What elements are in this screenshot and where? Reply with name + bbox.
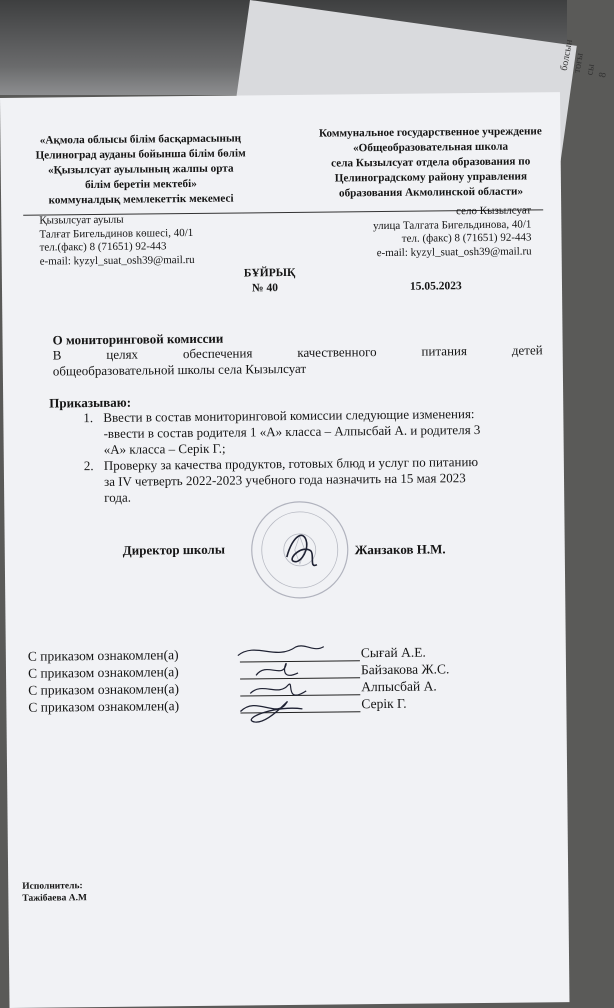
address-left-line: e-mail: kyzyl_suat_osh39@mail.ru <box>39 253 195 268</box>
acknowledgement-names <box>361 643 450 712</box>
list-item <box>83 405 548 458</box>
item-number: 1. <box>83 410 94 426</box>
item-line: Проверку за качества продуктов, готовых блюд и услуг по питанию <box>103 454 479 473</box>
header-left-line: Целиноград ауданы бойынша білім бөлім <box>35 147 246 162</box>
purpose-word: целях <box>106 346 139 362</box>
address-right-line: улица Талгата Бигельдинова, 40/1 <box>372 217 532 232</box>
item-line: -ввести в состав родителя 1 «А» класса – Алпысбай А. и родителя 3 <box>103 421 481 441</box>
header-kazakh <box>22 131 259 208</box>
item-line: года. <box>104 489 132 505</box>
header-right-line: «Общеобразовательная школа <box>352 140 509 155</box>
purpose-paragraph <box>53 342 543 379</box>
executor-name: Тажібаева А.М <box>22 893 87 904</box>
purpose-line-2: общеобразовательной школы села Кызылсуат <box>52 360 307 379</box>
acknowledgement-name: Сығай А.Е. <box>360 644 426 661</box>
address-left-line: тел.(факс) 8 (71651) 92-443 <box>39 240 167 254</box>
order-subject: О мониторинговой комиссии <box>52 330 224 348</box>
header-left-line: «Ақмола облысы білім басқармасының <box>39 132 242 147</box>
acknowledgement-name: Байзакова Ж.С. <box>360 661 450 678</box>
header-right-line: Целиноградскому району управления <box>334 170 528 185</box>
background-sheet-text: болсын тоғы сы 8 <box>558 38 609 79</box>
item-number: 2. <box>83 458 94 474</box>
order-date: 15.05.2023 <box>409 280 462 293</box>
acknowledgement-label: С приказом ознакомлен(а) <box>27 647 179 664</box>
order-document <box>0 92 569 1008</box>
purpose-word: детей <box>511 342 543 358</box>
header-right-line: образования Акмолинской области» <box>338 185 524 200</box>
acknowledgement-name: Алпысбай А. <box>361 678 437 695</box>
acknowledgement-label: С приказом ознакомлен(а) <box>28 698 180 715</box>
header-right-line: Коммунальное государственное учреждение <box>318 125 542 140</box>
school-stamp-seal <box>244 494 355 605</box>
order-title: БҰЙРЫҚ <box>243 266 296 280</box>
executor-label: Исполнитель: <box>22 881 83 892</box>
order-items-list <box>83 405 549 506</box>
director-label: Директор школы <box>122 541 226 558</box>
address-right-line: село Кызылсуат <box>456 204 532 218</box>
purpose-word: питания <box>421 343 467 359</box>
address-right-line: e-mail: kyzyl_suat_osh39@mail.ru <box>376 244 532 259</box>
director-name: Жанзаков Н.М. <box>354 541 446 558</box>
orders-heading: Приказываю: <box>49 394 132 411</box>
address-kazakh <box>39 212 250 268</box>
purpose-word: обеспечения <box>182 345 253 362</box>
header-russian <box>302 124 559 202</box>
item-line: за IV четверть 2022-2023 учебного года назначить на 15 мая 2023 <box>103 470 466 489</box>
item-line: «А» класса – Серік Г.; <box>103 440 226 457</box>
address-russian <box>331 204 532 260</box>
acknowledgement-label: С приказом ознакомлен(а) <box>27 664 179 681</box>
acknowledgement-name: Серік Г. <box>361 695 407 712</box>
acknowledgement-label: С приказом ознакомлен(а) <box>28 681 180 698</box>
address-left-line: Қызылсуат ауылы <box>39 213 124 227</box>
header-left-line: коммуналдық мемлекеттік мекемесі <box>48 192 234 207</box>
order-number: № 40 <box>251 282 279 295</box>
address-left-line: Талғат Бигельдинов көшесі, 40/1 <box>39 226 194 241</box>
address-right-line: тел. (факс) 8 (71651) 92-443 <box>401 231 532 245</box>
header-left-line: білім беретін мектебі» <box>84 177 197 192</box>
item-line: Ввести в состав мониторинговой комиссии следующие изменения: <box>103 406 475 425</box>
acknowledgement-signatures <box>226 634 357 735</box>
purpose-word: качественного <box>297 344 377 360</box>
header-left-line: «Қызылсуат ауылының жалпы орта <box>47 162 234 177</box>
executor-block <box>22 880 87 905</box>
header-right-line: села Кызылсуат отдела образования по <box>331 155 531 170</box>
purpose-word: В <box>52 347 62 363</box>
